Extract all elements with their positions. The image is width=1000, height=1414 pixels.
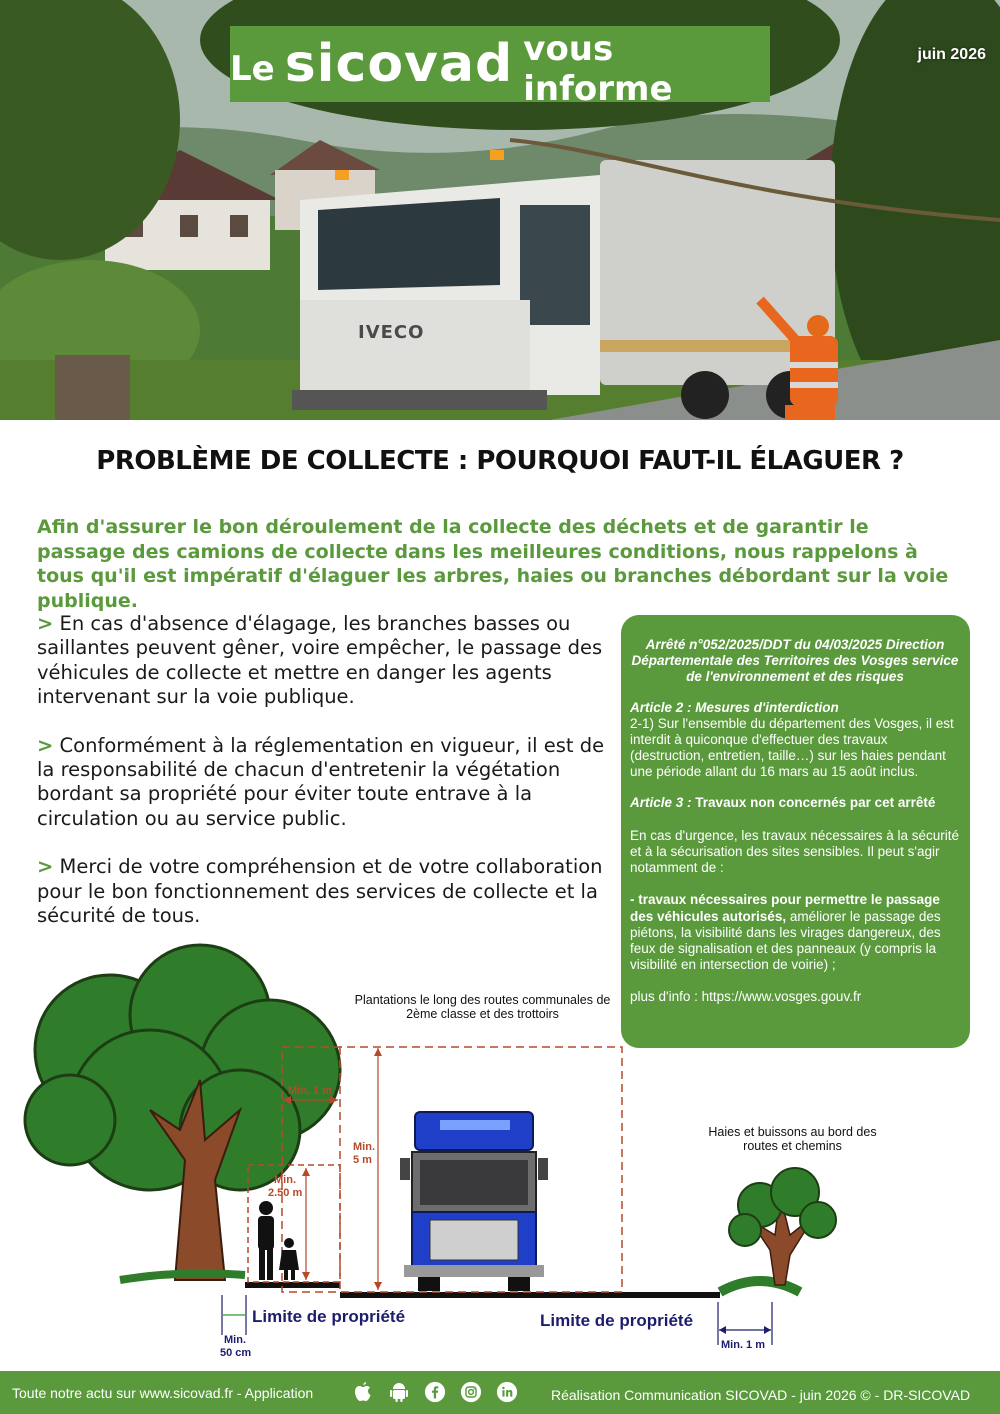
apple-icon[interactable] xyxy=(352,1380,374,1404)
android-icon[interactable] xyxy=(388,1380,410,1404)
regulation-infobox xyxy=(621,615,970,1048)
property-limit-right: Limite de propriété xyxy=(540,1311,694,1330)
truck-brand-text: IVECO xyxy=(358,322,425,343)
intro-text: Afin d'assurer le bon déroulement de la collecte des déchets et de garantir le passage des camions de collecte dans les meilleures conditions, nous rappelons à tous qu'il est impératif d'élaguer les arbres, haies ou branches débordant sur la voie publique. xyxy=(37,516,949,612)
paragraph-1 xyxy=(37,612,612,710)
paragraph-text: Conformément à la réglementation en vigueur, il est de la responsabilité de chacun d'entretenir la végétation bordant sa propriété pour éviter toute entrave à la circulation ou au service public. xyxy=(37,733,605,830)
truck-front-illustration xyxy=(400,1112,548,1291)
min-5m-label-2: 5 m xyxy=(353,1154,372,1166)
item-rest: améliorer le passage des piétons, la visibilité dans les virages dangereux, des feux de signalisation et des panneaux (y compris la visibilité en intersection de voirie) ; xyxy=(630,908,941,973)
article-2-block xyxy=(630,700,960,781)
footer-credits: Réalisation Communication SICOVAD - juin 2026 © - DR-SICOVAD xyxy=(551,1387,971,1403)
arrow-marker: > xyxy=(37,855,54,879)
tree-illustration xyxy=(25,945,340,1280)
banner-le: Le xyxy=(230,49,275,89)
item-bold: - travaux nécessaires pour permettre le passage des véhicules autorisés, xyxy=(630,892,940,924)
authorised-vehicles-item xyxy=(630,892,960,973)
paragraph-text: Merci de votre compréhension et de votre collaboration pour le bon fonctionnement des services de collecte et la sécurité de tous. xyxy=(37,855,603,928)
paragraph-2 xyxy=(37,734,612,832)
instagram-icon[interactable] xyxy=(460,1380,482,1404)
body-paragraphs xyxy=(37,612,612,952)
min-250-label-1: Min. xyxy=(274,1174,296,1186)
article-3-label: Article 3 : xyxy=(630,794,692,810)
article-3-text: En cas d'urgence, les travaux nécessaires à la sécurité et à la sécurisation des sites sensibles. Il peut s'agir notamment de : xyxy=(630,827,959,876)
article-3-title: Travaux non concernés par cet arrêté xyxy=(695,794,936,810)
page-title: PROBLÈME DE COLLECTE : POURQUOI FAUT-IL ÉLAGUER ? xyxy=(96,446,904,476)
article-2-title: Article 2 : Mesures d'interdiction xyxy=(630,699,839,715)
plantations-caption: Plantations le long des routes communales de 2ème classe et des trottoirs xyxy=(354,993,611,1021)
min-250-label-2: 2.50 m xyxy=(268,1187,303,1199)
min-1m-top-label: Min. 1 m xyxy=(288,1085,333,1097)
brand-logo: sicovad xyxy=(284,34,514,94)
min-1m-right-label: Min. 1 m xyxy=(721,1339,766,1351)
pedestrian-figures xyxy=(258,1201,299,1280)
linkedin-icon[interactable] xyxy=(496,1380,518,1404)
banner-tail: vous informe xyxy=(523,29,673,109)
footer-website-text[interactable]: Toute notre actu sur www.sicovad.fr - Application xyxy=(12,1385,314,1401)
article-3-block xyxy=(630,795,960,811)
header-banner xyxy=(230,26,770,109)
paragraph-3 xyxy=(37,855,612,928)
property-limit-left: Limite de propriété xyxy=(252,1307,406,1326)
arrow-marker: > xyxy=(37,612,54,635)
facebook-icon[interactable] xyxy=(424,1380,446,1404)
bush-illustration xyxy=(720,1168,836,1292)
hedges-caption: Haies et buissons au bord des routes et chemins xyxy=(708,1125,877,1153)
decree-heading: Arrêté n°052/2025/DDT du 04/03/2025 Direction Départementale des Territoires des Vosges service de l'environnement et des risques xyxy=(631,637,959,685)
min-50cm-label-1: Min. xyxy=(224,1334,246,1346)
social-icons xyxy=(352,1380,518,1404)
issue-date: juin 2026 xyxy=(917,46,986,63)
paragraph-text: En cas d'absence d'élagage, les branches basses ou saillantes peuvent gêner, voire empêcher, le passage des véhicules de collecte et mettre en danger les agents intervenant sur la voie publique. xyxy=(37,612,603,709)
article-2-text: 2-1) Sur l'ensemble du département des Vosges, il est interdit à quiconque d'effectuer des travaux (destruction, entretien, taille…) sur les haies pendant une période allant du 16 mars au 15 août inclus. xyxy=(630,715,954,780)
arrow-marker: > xyxy=(37,733,54,757)
min-50cm-label-2: 50 cm xyxy=(220,1347,252,1359)
hero-photo xyxy=(0,0,1000,420)
footer-bar xyxy=(0,1371,1000,1414)
more-info-link[interactable]: plus d'info : https://www.vosges.gouv.fr xyxy=(630,989,862,1005)
min-5m-label-1: Min. xyxy=(353,1141,375,1153)
